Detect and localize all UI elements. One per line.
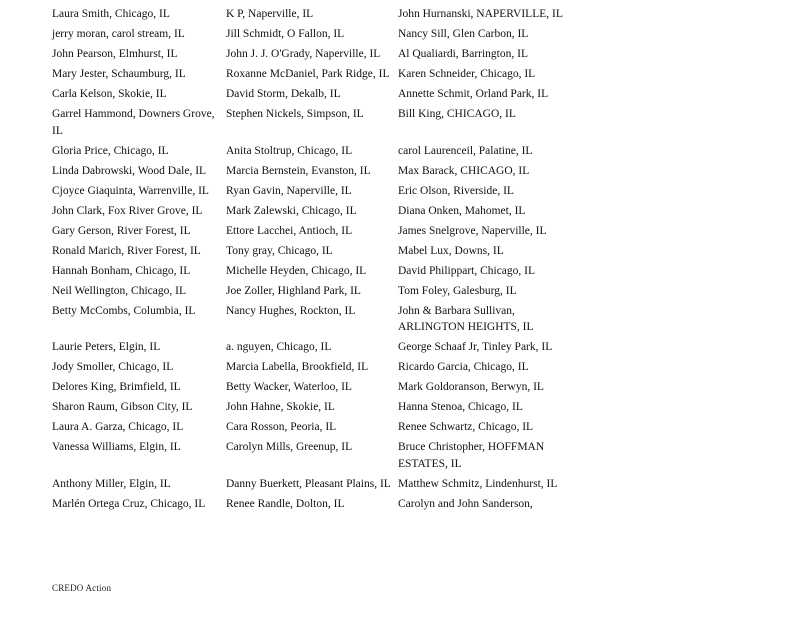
signer-entry: Marcia Bernstein, Evanston, IL xyxy=(226,164,371,177)
signer-entry: Stephen Nickels, Simpson, IL xyxy=(226,108,364,120)
signer-entry: carol Laurenceil, Palatine, IL xyxy=(398,144,533,157)
signer-row xyxy=(52,6,582,26)
signer-entry: David Philippart, Chicago, IL xyxy=(398,264,536,277)
signer-entry: Ricardo Garcia, Chicago, IL xyxy=(398,361,529,373)
signer-entry: Roxanne McDaniel, Park Ridge, IL xyxy=(226,68,390,80)
signer-row xyxy=(52,183,582,203)
signer-row xyxy=(52,243,582,263)
signer-entry: Eric Olson, Riverside, IL xyxy=(398,184,514,197)
signer-entry: Michelle Heyden, Chicago, IL xyxy=(226,264,367,277)
signer-entry: Delores King, Brimfield, IL xyxy=(52,381,181,393)
signer-entry: Jody Smoller, Chicago, IL xyxy=(52,361,174,373)
signer-row xyxy=(52,263,582,283)
signer-row xyxy=(52,223,582,243)
signer-row xyxy=(52,163,582,183)
signer-row xyxy=(52,203,582,223)
signer-entry: Garrel Hammond, Downers Grove, IL xyxy=(52,108,215,137)
signer-entry: Vanessa Williams, Elgin, IL xyxy=(52,441,181,453)
signer-entry: David Storm, Dekalb, IL xyxy=(226,88,341,100)
signer-entry: Marcia Labella, Brookfield, IL xyxy=(226,361,369,373)
signer-entry: Carolyn and John Sanderson, xyxy=(398,497,533,510)
signer-entry: Marlén Ortega Cruz, Chicago, IL xyxy=(52,497,206,510)
signer-entry: Cjoyce Giaquinta, Warrenville, IL xyxy=(52,184,209,197)
signer-row xyxy=(52,496,582,516)
signer-entry: Mabel Lux, Downs, IL xyxy=(398,244,504,257)
signer-row xyxy=(52,283,582,303)
signer-entry: Renee Randle, Dolton, IL xyxy=(226,497,345,510)
signer-entry: John Pearson, Elmhurst, IL xyxy=(52,48,178,60)
signer-entry: Tom Foley, Galesburg, IL xyxy=(398,284,517,297)
signer-entry: Joe Zoller, Highland Park, IL xyxy=(226,284,361,297)
signer-entry: Mark Goldoranson, Berwyn, IL xyxy=(398,381,544,393)
signer-entry: Matthew Schmitz, Lindenhurst, IL xyxy=(398,477,558,490)
signer-entry: Gloria Price, Chicago, IL xyxy=(52,144,169,157)
signer-entry: George Schaaf Jr, Tinley Park, IL xyxy=(398,341,553,353)
signer-entry: Bill King, CHICAGO, IL xyxy=(398,108,516,120)
signer-row xyxy=(52,26,582,46)
signer-entry: Anthony Miller, Elgin, IL xyxy=(52,477,171,490)
signer-entry: Neil Wellington, Chicago, IL xyxy=(52,284,186,297)
signer-entry: John Hurnanski, NAPERVILLE, IL xyxy=(398,8,563,20)
signer-row xyxy=(52,143,582,163)
signer-entry: Annette Schmit, Orland Park, IL xyxy=(398,88,549,100)
signer-entry: Anita Stoltrup, Chicago, IL xyxy=(226,144,353,157)
footer-organization: CREDO Action xyxy=(52,583,112,593)
signer-row xyxy=(52,106,582,143)
signer-row xyxy=(52,399,582,419)
signer-entry: Hannah Bonham, Chicago, IL xyxy=(52,264,191,277)
signer-entry: Gary Gerson, River Forest, IL xyxy=(52,224,191,237)
signer-entry: Karen Schneider, Chicago, IL xyxy=(398,68,536,80)
signer-row xyxy=(52,419,582,439)
signer-entry: Hanna Stenoa, Chicago, IL xyxy=(398,401,523,413)
signer-row xyxy=(52,46,582,66)
signer-entry: Laura Smith, Chicago, IL xyxy=(52,8,170,20)
signer-entry: Linda Dabrowski, Wood Dale, IL xyxy=(52,164,207,177)
signer-entry: Tony gray, Chicago, IL xyxy=(226,244,333,257)
signer-entry: Carla Kelson, Skokie, IL xyxy=(52,88,167,100)
signer-table-body xyxy=(52,6,582,516)
signer-entry: Ronald Marich, River Forest, IL xyxy=(52,244,201,257)
signer-table xyxy=(52,6,582,516)
signer-entry: James Snelgrove, Naperville, IL xyxy=(398,224,547,237)
signer-entry: Al Qualiardi, Barrington, IL xyxy=(398,48,528,60)
signer-entry: Jill Schmidt, O Fallon, IL xyxy=(226,28,345,40)
signer-entry: John J. J. O'Grady, Naperville, IL xyxy=(226,48,381,60)
signer-entry: Sharon Raum, Gibson City, IL xyxy=(52,401,193,413)
signer-row xyxy=(52,86,582,106)
signer-entry: John & Barbara Sullivan, ARLINGTON HEIGHTS, IL xyxy=(398,304,534,333)
signer-entry: jerry moran, carol stream, IL xyxy=(52,28,185,40)
signer-entry: John Hahne, Skokie, IL xyxy=(226,401,335,413)
signer-entry: Diana Onken, Mahomet, IL xyxy=(398,204,526,217)
signer-entry: Mary Jester, Schaumburg, IL xyxy=(52,68,186,80)
signer-row xyxy=(52,66,582,86)
signer-entry: Ryan Gavin, Naperville, IL xyxy=(226,184,352,197)
signer-entry: John Clark, Fox River Grove, IL xyxy=(52,204,203,217)
signer-row xyxy=(52,359,582,379)
signer-entry: Danny Buerkett, Pleasant Plains, IL xyxy=(226,477,391,490)
signer-entry: Laurie Peters, Elgin, IL xyxy=(52,341,161,353)
signer-entry: Max Barack, CHICAGO, IL xyxy=(398,164,530,177)
signer-entry: Mark Zalewski, Chicago, IL xyxy=(226,204,357,217)
signer-entry: Carolyn Mills, Greenup, IL xyxy=(226,441,353,453)
signer-entry: Renee Schwartz, Chicago, IL xyxy=(398,421,534,433)
signer-entry: Laura A. Garza, Chicago, IL xyxy=(52,421,184,433)
signer-entry: a. nguyen, Chicago, IL xyxy=(226,341,332,353)
signer-row xyxy=(52,303,582,340)
signer-entry: Bruce Christopher, HOFFMAN ESTATES, IL xyxy=(398,441,545,470)
signer-entry: Cara Rosson, Peoria, IL xyxy=(226,421,337,433)
signer-row xyxy=(52,476,582,496)
signer-row xyxy=(52,439,582,476)
signer-entry: Nancy Sill, Glen Carbon, IL xyxy=(398,28,529,40)
signer-entry: Ettore Lacchei, Antioch, IL xyxy=(226,224,353,237)
signer-entry: Nancy Hughes, Rockton, IL xyxy=(226,304,356,317)
signer-row xyxy=(52,379,582,399)
signer-entry: Betty McCombs, Columbia, IL xyxy=(52,304,196,317)
signer-entry: K P, Naperville, IL xyxy=(226,8,314,20)
signer-row xyxy=(52,339,582,359)
signer-entry: Betty Wacker, Waterloo, IL xyxy=(226,381,352,393)
